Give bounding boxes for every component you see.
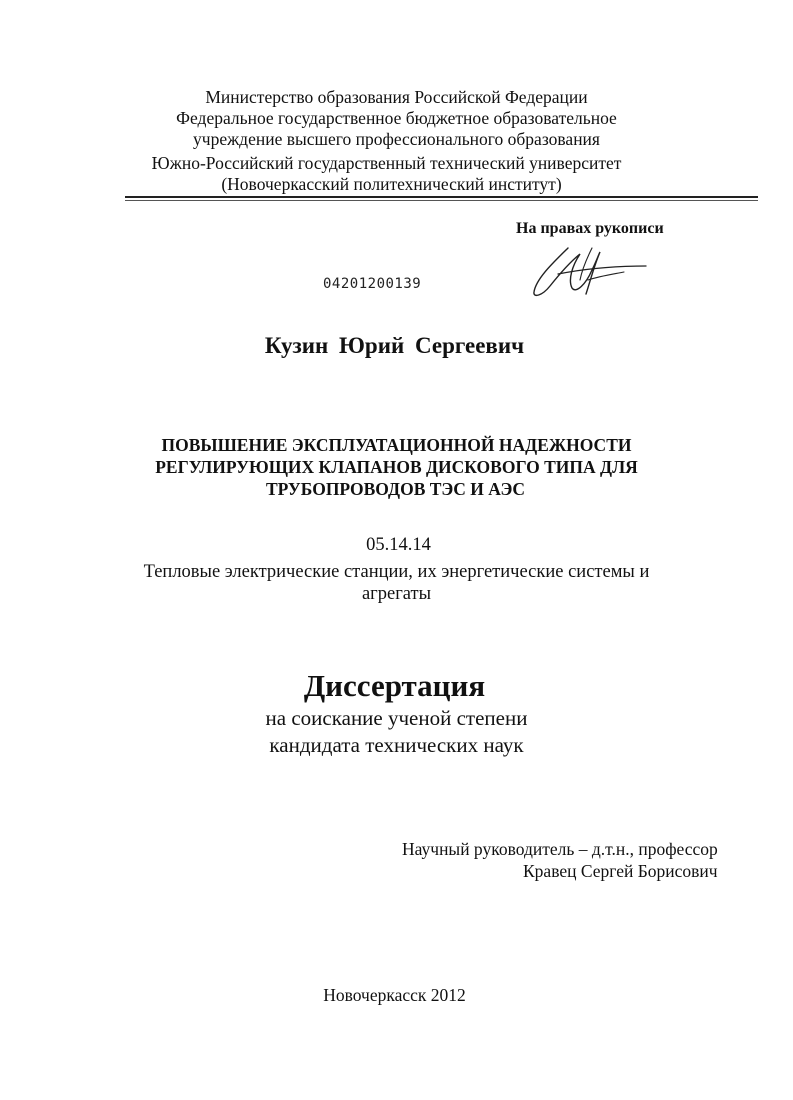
dissertation-heading: Диссертация: [303, 668, 486, 703]
header-divider: [125, 196, 758, 198]
signature-image: [528, 240, 658, 305]
header-education-level: учреждение высшего профессионального образования: [193, 129, 600, 149]
header-university: Южно-Российский государственный технический университет: [151, 153, 622, 173]
header-divider-thin: [125, 200, 758, 201]
manuscript-label: На правах рукописи: [516, 220, 664, 237]
specialty-code: 05.14.14: [366, 535, 431, 555]
supervisor-name: Кравец Сергей Борисович: [523, 861, 718, 881]
supervisor-role: Научный руководитель – д.т.н., профессор: [402, 839, 718, 859]
thesis-title-line-1: ПОВЫШЕНИЕ ЭКСПЛУАТАЦИОННОЙ НАДЕЖНОСТИ: [161, 435, 632, 455]
thesis-title-line-3: ТРУБОПРОВОДОВ ТЭС И АЭС: [265, 479, 525, 499]
document-code: 04201200139: [323, 276, 422, 292]
header-ministry: Министерство образования Российской Федерации: [205, 87, 588, 107]
degree-line-1: на соискание ученой степени: [265, 706, 528, 730]
specialty-name-line-2: агрегаты: [361, 584, 432, 604]
thesis-title-line-2: РЕГУЛИРУЮЩИХ КЛАПАНОВ ДИСКОВОГО ТИПА ДЛЯ: [155, 457, 638, 477]
specialty-name-line-1: Тепловые электрические станции, их энергетические системы и: [143, 562, 650, 582]
author-name: Кузин Юрий Сергеевич: [264, 333, 525, 358]
city-year: Новочеркасск 2012: [323, 985, 466, 1005]
degree-line-2: кандидата технических наук: [269, 733, 524, 757]
header-institution-type: Федеральное государственное бюджетное образовательное: [176, 108, 617, 128]
header-institute: (Новочеркасский политехнический институт): [221, 174, 562, 194]
